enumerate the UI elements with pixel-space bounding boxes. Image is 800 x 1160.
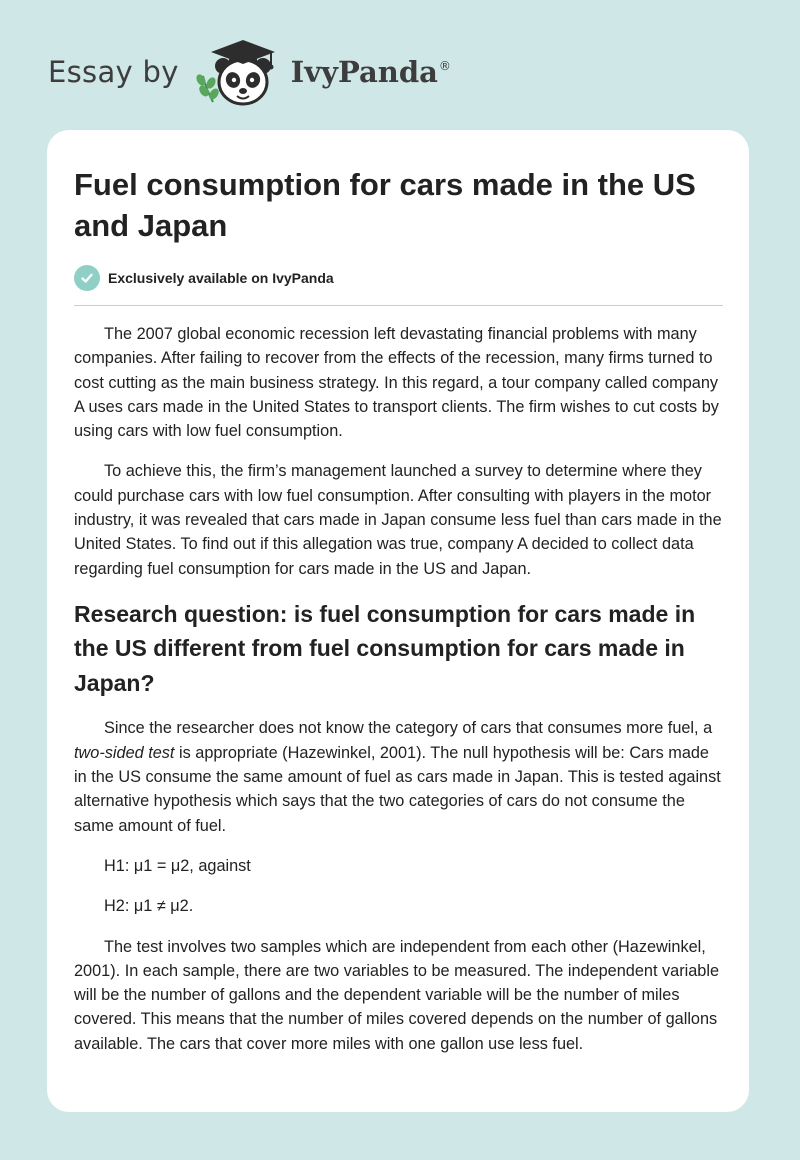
paragraph-survey: To achieve this, the firm’s management launched a survey to determine where they could purchase cars with low fuel consumption. After consulting with players in the motor industry, it was revealed that cars made in Japan consume less fuel than cars made in the United States. To find out if this allegation was true, company A decided to collect data regarding fuel consumption for cars made in the US and Japan.: [74, 462, 722, 578]
exclusive-badge: [74, 264, 723, 292]
paragraph-hypothesis-start: Since the researcher does not know the category of cars that consumes more fuel, a: [104, 719, 713, 738]
brand-name: IvyPanda: [290, 55, 438, 89]
essay-card: [47, 130, 749, 1112]
exclusive-label: Exclusively available on IvyPanda: [108, 270, 334, 286]
checkmark-icon: [74, 265, 100, 291]
essay-title: Fuel consumption for cars made in the US and Japan: [74, 167, 696, 243]
panda-logo-icon[interactable]: [193, 36, 285, 108]
hypothesis-h2: H2: μ1 ≠ μ2.: [104, 897, 194, 916]
brand-prefix: Essay by: [48, 55, 179, 89]
brand-header: [48, 36, 451, 108]
registered-mark: ®: [438, 59, 451, 73]
emphasis-two-sided-test: two-sided test: [74, 743, 175, 762]
paragraph-intro: The 2007 global economic recession left devastating financial problems with many companies. After failing to recover from the effects of the recession, many firms turned to cost cutting as the main business strategy. In this regard, a tour company called company A uses cars made in the United States to transport clients. The firm wishes to cut costs by using cars with low fuel consumption.: [74, 325, 719, 441]
paragraph-hypothesis: [74, 716, 723, 837]
paragraph-samples: The test involves two samples which are independent from each other (Hazewinkel, 2001). In each sample, there are two variables to be measured. The independent variable will be the number of gallons and the dependent variable will be the number of miles covered. This means that the number of miles covered depends on the number of gallons available. The cars that cover more miles with one gallon use less fuel.: [74, 937, 720, 1053]
paragraph-hypothesis-end: is appropriate (Hazewinkel, 2001). The null hypothesis will be: Cars made in the US consume the same amount of fuel as cars made in Japan. This is tested against alternative hypothesis which says that the two categories of cars do not consume the same amount of fuel.: [74, 743, 721, 835]
divider: [74, 305, 723, 306]
essay-body: [74, 322, 723, 1056]
section-heading: Research question: is fuel consumption for cars made in the US different from fuel consumption for cars made in Japan?: [74, 600, 696, 696]
hypothesis-h1: H1: μ1 = μ2, against: [104, 856, 251, 875]
